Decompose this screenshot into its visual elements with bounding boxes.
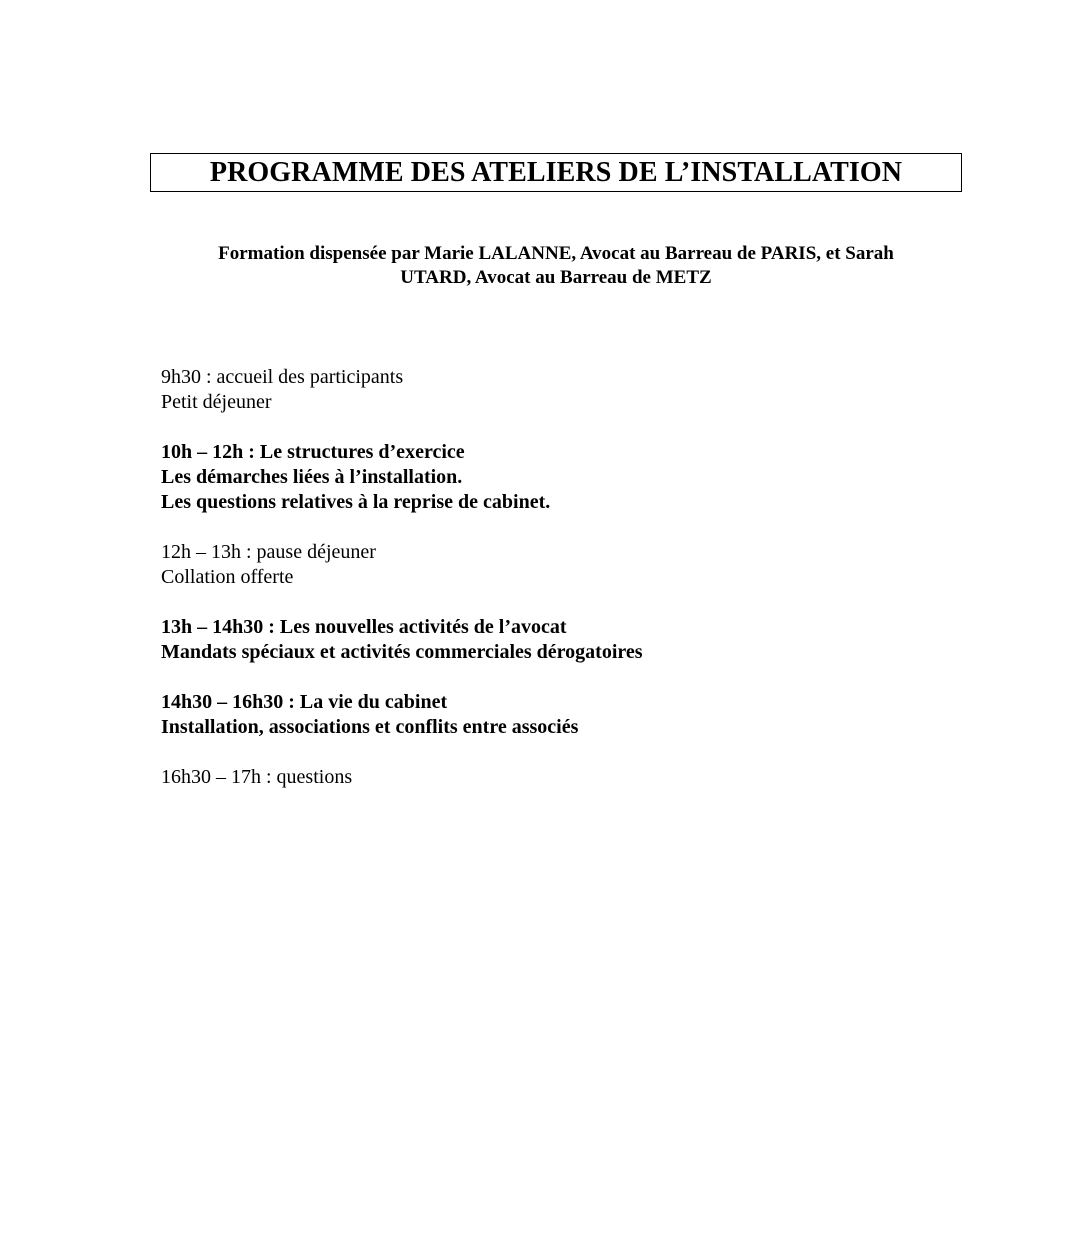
- document-title: PROGRAMME DES ATELIERS DE L’INSTALLATION: [209, 156, 903, 188]
- agenda-line: Petit déjeuner: [161, 391, 272, 413]
- agenda-block-activities: [161, 615, 1001, 665]
- subtitle-line: UTARD, Avocat au Barreau de METZ: [400, 267, 712, 288]
- agenda-line: 9h30 : accueil des participants: [161, 366, 404, 388]
- agenda-line: Mandats spéciaux et activités commerciales dérogatoires: [161, 641, 643, 663]
- trainers-subtitle: [150, 242, 962, 290]
- agenda-line: Les questions relatives à la reprise de cabinet.: [161, 491, 551, 513]
- agenda-line: 10h – 12h : Le structures d’exercice: [161, 441, 465, 463]
- subtitle-line: Formation dispensée par Marie LALANNE, Avocat au Barreau de PARIS, et Sarah: [218, 243, 894, 264]
- agenda-line: 13h – 14h30 : Les nouvelles activités de l’avocat: [161, 616, 567, 638]
- agenda-block-questions: [161, 765, 1001, 790]
- agenda-block-lunch: [161, 540, 1001, 590]
- agenda-line: 14h30 – 16h30 : La vie du cabinet: [161, 691, 448, 713]
- agenda-block-cabinet-life: [161, 690, 1001, 740]
- agenda-line: Collation offerte: [161, 566, 294, 588]
- agenda-line: Les démarches liées à l’installation.: [161, 466, 463, 488]
- agenda-line: 16h30 – 17h : questions: [161, 766, 353, 788]
- agenda-block-structures: [161, 440, 1001, 515]
- agenda-line: 12h – 13h : pause déjeuner: [161, 541, 376, 563]
- agenda-block-welcome: [161, 365, 1001, 415]
- agenda-line: Installation, associations et conflits entre associés: [161, 716, 579, 738]
- agenda: [161, 365, 1001, 815]
- title-box: [150, 153, 962, 192]
